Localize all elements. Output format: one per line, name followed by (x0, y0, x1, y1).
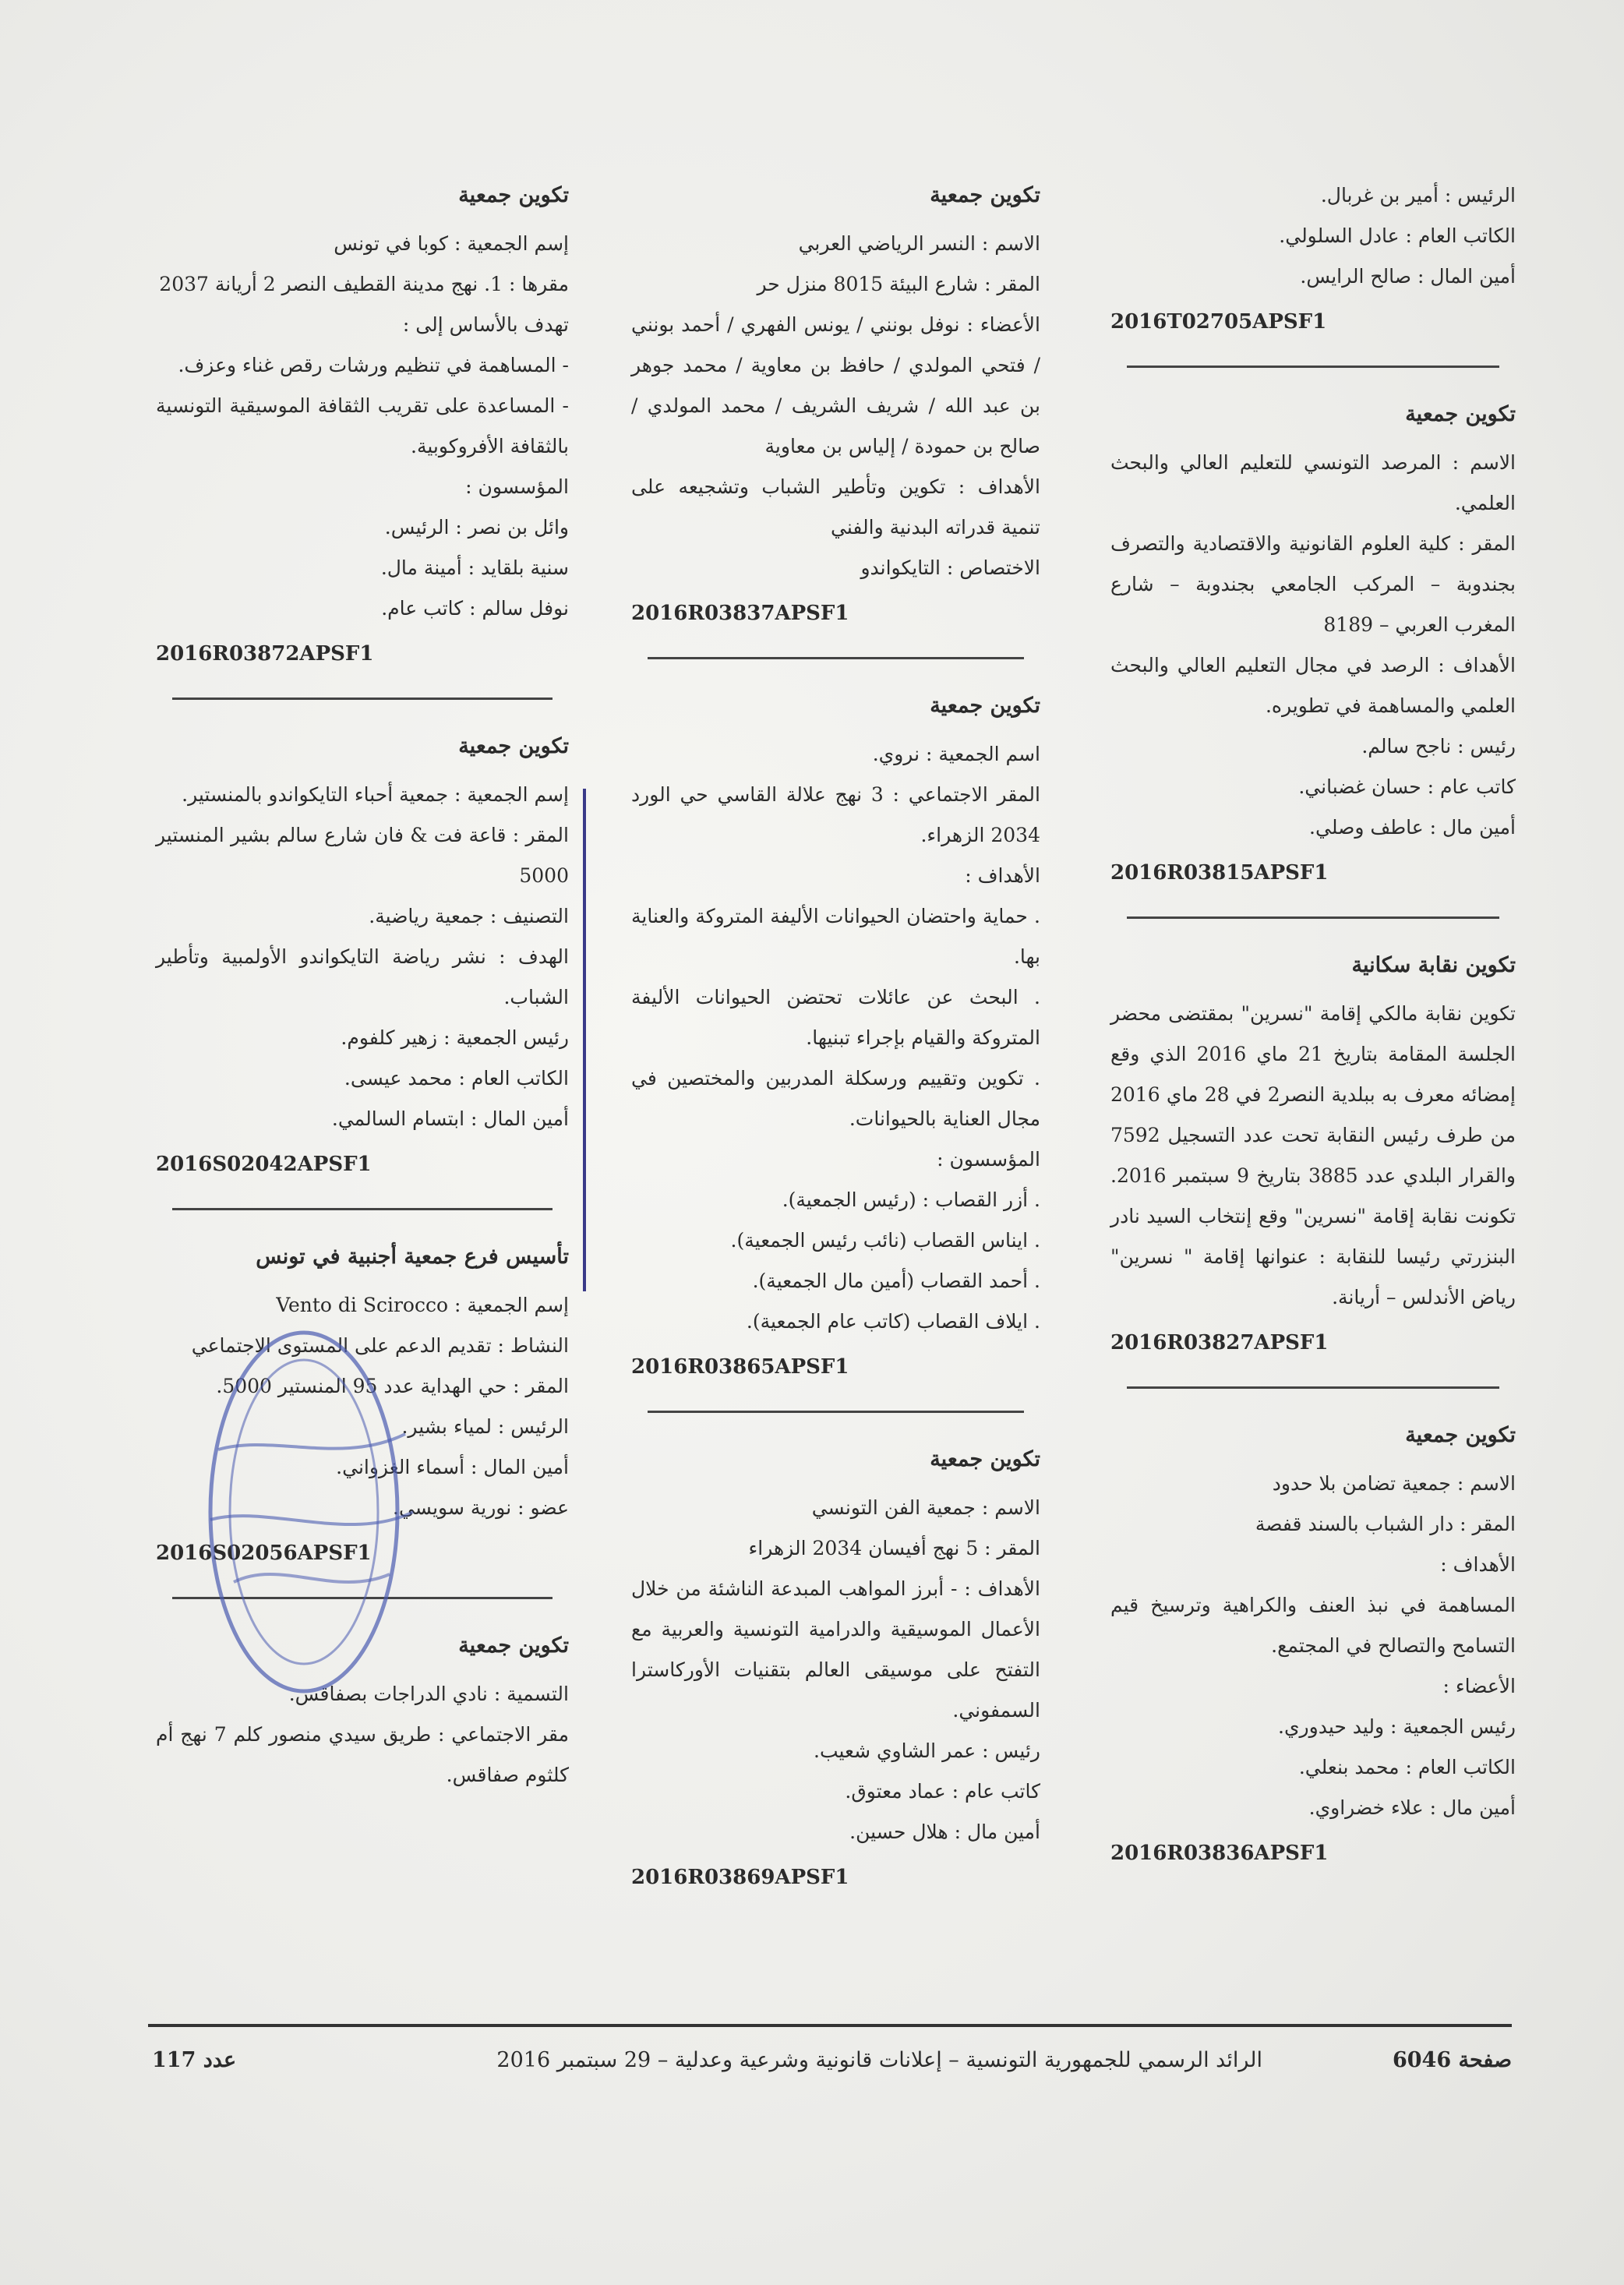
notice (631, 1439, 1040, 1898)
notice (1110, 945, 1516, 1363)
notice-line: الكاتب العام : محمد عيسى. (344, 1067, 569, 1090)
notice-line: الرئيس : لمياء بشير. (401, 1415, 569, 1438)
notice-line: نوفل سالم : كاتب عام. (381, 597, 569, 620)
notice-line: عضو : نورية سويسي. (393, 1496, 569, 1519)
notice-title: تكوين جمعية (1405, 402, 1516, 426)
notice-line: تهدف بالأساس إلى : (402, 313, 569, 336)
notice-line: الاسم : النسر الرياضي العربي (798, 232, 1040, 255)
notice-line: الاسم : المرصد التونسي للتعليم العالي والبحث العلمي. (1110, 451, 1516, 514)
gazette-title: الرائد الرسمي للجمهورية التونسية – إعلانات قانونية وشرعية وعدلية – 29 سبتمبر 2016 (496, 2048, 1262, 2072)
notice-line: المقر : دار الشباب بالسند قفصة (1255, 1513, 1516, 1535)
notice-line: الأهداف : (1440, 1553, 1516, 1576)
notice-title: تكوين جمعية (458, 1633, 569, 1658)
page-number: صفحة 6046 (1392, 2048, 1512, 2072)
separator (1127, 916, 1499, 919)
notice-line: . ايناس القصاب (نائب رئيس الجمعية). (730, 1229, 1040, 1252)
notice-line: الأهداف : (965, 864, 1040, 887)
notice-line: سنية بلقايد : أمينة مال. (380, 556, 569, 579)
notice-line: رئيس الجمعية : زهير كلفوم. (341, 1026, 569, 1049)
notice-line: الأعضاء : نوفل بونني / يونس الفهري / أحمد بونني / فتحي المولدي / حافظ بن معاوية / محمد جوهر بن عبد الله / شريف الشريف / محمد المولدي / صالح بن حمودة / إلياس بن معاوية (631, 313, 1040, 457)
notice-line: الهدف : نشر رياضة التايكواندو الأولمبية وتأطير الشباب. (156, 945, 569, 1008)
notice-line: الاسم : جمعية تضامن بلا حدود (1272, 1472, 1516, 1495)
separator (172, 1208, 553, 1210)
notice-line: تكوين نقابة مالكي إقامة "نسرين" بمقتضى محضر الجلسة المقامة بتاريخ 21 ماي 2016 الذي وقع إمضائه معرف به ببلدية النصر2 في 28 ماي 2016 من طرف رئيس النقابة تحت عدد التسجيل 7592 والقرار البلدي عدد 3885 بتاريخ 9 سبتمبر 2016. تكونت نقابة إقامة "نسرين" وقع إنتخاب السيد نادر البنزرتي رئيسا للنقابة : عنوانها إقامة " نسرين" رياض الأندلس – أريانة. (1110, 1002, 1516, 1308)
notice-line: الأعضاء : (1442, 1675, 1516, 1697)
notice (1110, 1415, 1516, 1874)
notice-line: المقر : كلية العلوم القانونية والاقتصادية والتصرف بجندوبة – المركب الجامعي بجندوبة – شارع المغرب العربي – 8189 (1110, 532, 1516, 636)
notice-line: الأهداف : تكوين وتأطير الشباب وتشجيعه على تنمية قدراته البدنية والفني (631, 475, 1040, 539)
margin-mark (583, 789, 586, 1291)
notice-title: تكوين جمعية (458, 734, 569, 758)
notice (631, 175, 1040, 634)
reference-code: 2016S02056APSF1 (156, 1542, 372, 1565)
notice-line: الاسم : جمعية الفن التونسي (811, 1496, 1040, 1519)
notice-line: المساهمة في نبذ العنف والكراهية وترسيخ قيم التسامح والتصالح في المجتمع. (1110, 1594, 1516, 1657)
notice-line: . أزر القصاب : (رئيس الجمعية). (782, 1188, 1040, 1211)
reference-code: 2016T02705APSF1 (1110, 310, 1327, 334)
notice-line: المقر : حي الهداية عدد 95 المنستير 5000. (216, 1375, 569, 1397)
notice-line: الاختصاص : التايكواندو (860, 556, 1040, 579)
reference-code: 2016R03837APSF1 (631, 602, 849, 625)
notice-line: كاتب عام : حسان غضباني. (1298, 775, 1516, 798)
notice-title: تكوين جمعية (1405, 1423, 1516, 1447)
notice-line: - المساعدة على تقريب الثقافة الموسيقية التونسية بالثقافة الأفروكوبية. (156, 394, 569, 457)
issue-number: عدد 117 (152, 2048, 237, 2072)
official-stamp-icon (187, 1317, 429, 1722)
notice-line: . حماية واحتضان الحيوانات الأليفة المتروكة والعناية بها. (631, 905, 1040, 968)
notice-line: التسمية : نادي الدراجات بصفاقس. (288, 1683, 569, 1705)
notice-line: المقر : قاعة فت & فان شارع سالم بشير المنستير 5000 (156, 824, 569, 887)
notice-line: . ايلاف القصاب (كاتب عام الجمعية). (746, 1310, 1040, 1333)
reference-code: 2016R03869APSF1 (631, 1866, 849, 1889)
reference-code: 2016S02042APSF1 (156, 1153, 372, 1176)
notice-line: . تكوين وتقييم ورسكلة المدربين والمختصين في مجال العناية بالحيوانات. (631, 1067, 1040, 1130)
notice-line: كاتب عام : عماد معتوق. (845, 1780, 1040, 1803)
notice-line: مقر الاجتماعي : طريق سيدي منصور كلم 7 نهج أم كلثوم صفاقس. (156, 1723, 569, 1786)
separator (1127, 1386, 1499, 1389)
notice-line: الأهداف : الرصد في مجال التعليم العالي والبحث العلمي والمساهمة في تطويره. (1110, 654, 1516, 717)
notice-line: أمين مال : هلال حسين. (849, 1821, 1040, 1843)
notice-line: المؤسسون : (465, 475, 569, 498)
notice (1110, 394, 1516, 893)
notice-line: إسم الجمعية : كوبا في تونس (334, 232, 569, 255)
notice-line: الكاتب العام : محمد بنعلي. (1298, 1756, 1516, 1778)
notice-line: وائل بن نصر : الرئيس. (384, 516, 569, 539)
reference-code: 2016R03865APSF1 (631, 1355, 849, 1379)
reference-code: 2016R03815APSF1 (1110, 861, 1329, 885)
notice-title: تكوين جمعية (458, 183, 569, 207)
notice-title: تكوين جمعية (930, 183, 1040, 207)
notice-line: النشاط : تقديم الدعم على المستوى الاجتماعي (191, 1334, 569, 1357)
notice-title: تكوين جمعية (930, 1447, 1040, 1471)
separator (648, 1411, 1024, 1413)
notice-line: رئيس الجمعية : وليد حيدوري. (1278, 1715, 1516, 1738)
separator (1127, 366, 1499, 368)
notice (156, 726, 569, 1185)
notice (631, 686, 1040, 1387)
notice-line: أمين المال : أسماء الغزواني. (336, 1456, 569, 1478)
notice-line: المقر : 5 نهج أفيسان 2034 الزهراء (748, 1537, 1040, 1559)
intro-line: الكاتب العام : عادل السلولي. (1279, 224, 1516, 247)
notice-title: تكوين جمعية (930, 694, 1040, 718)
notice-line: أمين مال : علاء خضراوي. (1308, 1796, 1516, 1819)
intro-block (1110, 175, 1516, 342)
notice-line: اسم الجمعية : نروي. (872, 743, 1040, 765)
notice-line: الأهداف : - أبرز المواهب المبدعة الناشئة من خلال الأعمال الموسيقية والدرامية التونسية والعربية مع التفتح على موسيقى العالم بتقنيات الأوركاسترا السمفوني. (631, 1577, 1040, 1722)
notice-line: مقرها : 1. نهج مدينة القطيف النصر 2 أريانة 2037 (159, 273, 569, 295)
notice-line: المؤسسون : (937, 1148, 1040, 1171)
notice-line: رئيس : ناجح سالم. (1361, 735, 1516, 758)
notice-line: رئيس : عمر الشاوي شعيب. (814, 1739, 1040, 1762)
notice-line: أمين مال : عاطف وصلي. (1309, 816, 1516, 839)
right-column (1110, 175, 1516, 1881)
notice-line: المقر الاجتماعي : 3 نهج علالة القاسي حي الورد 2034 الزهراء. (631, 783, 1040, 846)
reference-code: 2016R03836APSF1 (1110, 1842, 1329, 1865)
notice-line: المقر : شارع البيئة 8015 منزل حر (757, 273, 1040, 295)
intro-line: أمين المال : صالح الرايس. (1300, 265, 1516, 288)
notice-line: أمين المال : ابتسام السالمي. (331, 1107, 569, 1130)
notice-line: التصنيف : جمعية رياضية. (369, 905, 569, 927)
middle-column (631, 175, 1040, 1905)
notice-line: - المساهمة في تنظيم ورشات رقص غناء وعزف. (178, 354, 569, 376)
separator (172, 698, 553, 700)
notice-line: إسم الجمعية : Vento di Scirocco (276, 1294, 569, 1316)
notice-line: . البحث عن عائلات تحتضن الحيوانات الأليفة المتروكة والقيام بإجراء تبنيها. (631, 986, 1040, 1049)
notice-line: . أحمد القصاب (أمين مال الجمعية). (752, 1270, 1040, 1292)
footer-rule (148, 2024, 1512, 2027)
notice-line: إسم الجمعية : جمعية أحباء التايكواندو بالمنستير. (182, 783, 569, 806)
reference-code: 2016R03827APSF1 (1110, 1331, 1329, 1354)
reference-code: 2016R03872APSF1 (156, 642, 374, 666)
separator (648, 657, 1024, 659)
page-footer (148, 2040, 1512, 2081)
notice-title: تأسيس فرع جمعية أجنبية في تونس (256, 1245, 569, 1269)
notice-title: تكوين نقابة سكانية (1351, 953, 1516, 977)
notice (156, 175, 569, 674)
intro-line: الرئيس : أمير بن غربال. (1320, 184, 1516, 207)
